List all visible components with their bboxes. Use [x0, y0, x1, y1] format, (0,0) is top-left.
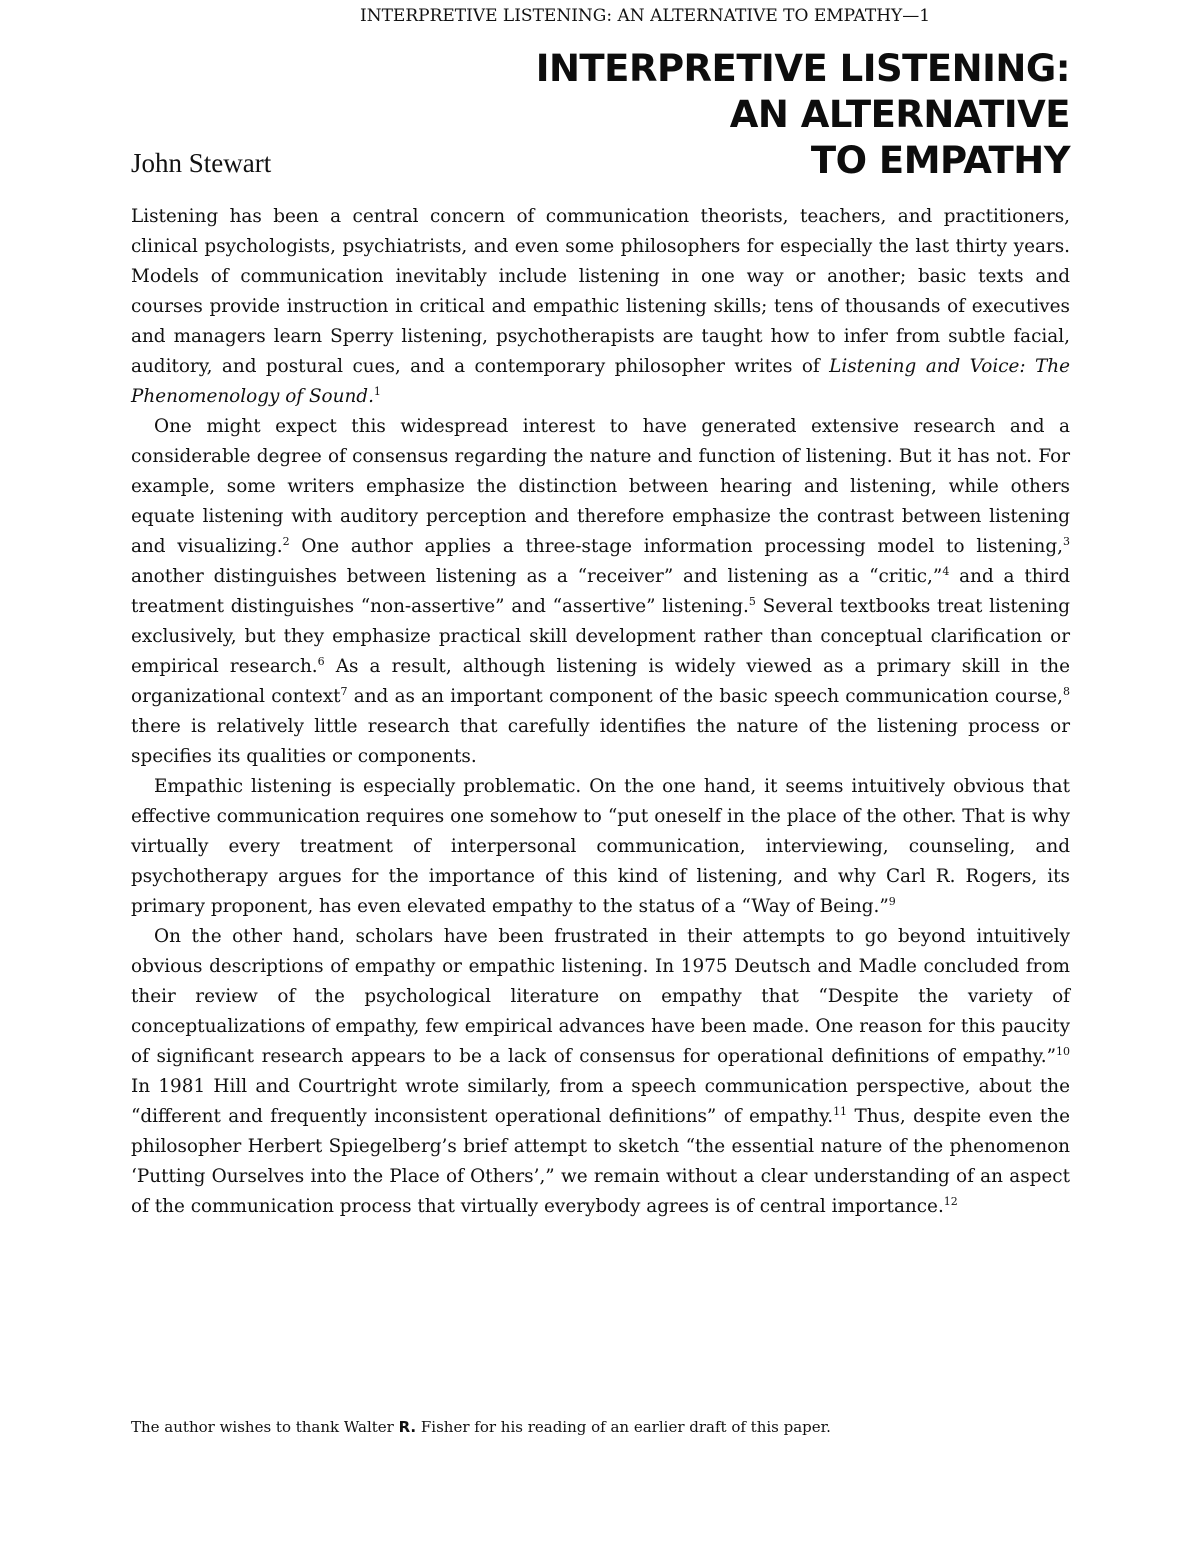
paragraph-2-text-3: another distinguishes between listening as a “receiver” and listening as a “critic,”: [131, 566, 943, 587]
footnote-ref-5: 5: [748, 595, 756, 608]
article-title: [536, 46, 1070, 184]
footnote-ref-1: 1: [373, 385, 381, 398]
paragraph-2-text-4: and a third treatment distinguishes “non-assertive” and “assertive” listening.: [131, 566, 1071, 617]
paragraph-4-text-3: Thus, despite even the philosopher Herbert Spiegelberg’s brief attempt to sketch “the essential nature of the phenomenon ‘Putting Ourselves into the Place of Others’,” we remain without a clear understanding of an aspect of the communication process that virtually everybody agrees is of central importance.: [131, 1106, 1070, 1217]
footnote-ref-2: 2: [282, 535, 290, 548]
paragraph-1-text: Listening has been a central concern of communication theorists, teachers, and practitioners, clinical psychologists, psychiatrists, and even some philosophers for especially the last thirty years. Models of communication inevitably include listening in one way or another; basic texts and courses provide instruction in critical and empathic listening skills; tens of thousands of executives and managers learn Sperry listening, psychotherapists are taught how to infer from subtle facial, auditory, and postural cues, and a contemporary philosopher writes of: [131, 206, 1070, 377]
author-name: John Stewart: [131, 148, 272, 178]
paragraph-2-text-8: there is relatively little research that carefully identifies the nature of the listening process or specifies its qualities or components.: [131, 716, 1070, 767]
footnote-ref-7: 7: [340, 685, 348, 698]
paragraph-2-text-7: and as an important component of the basic speech communication course,: [347, 686, 1063, 707]
paragraph-3-text: Empathic listening is especially problematic. On the one hand, it seems intuitively obvious that effective communication requires one somehow to “put oneself in the place of the other. That is why virtually every treatment of interpersonal communication, interviewing, counseling, and psychotherapy argues for the importance of this kind of listening, and why Carl R. Rogers, its primary proponent, has even elevated empathy to the status of a “Way of Being.”: [131, 776, 1070, 917]
paragraph-3: [131, 772, 1070, 922]
paragraph-2: [131, 412, 1070, 772]
article-body: [131, 202, 1070, 1222]
footnote-ref-4: 4: [942, 565, 950, 578]
acknowledgement-text-before: The author wishes to thank Walter: [131, 1418, 399, 1436]
title-line-1: INTERPRETIVE LISTENING:: [535, 47, 1070, 90]
paragraph-4-text-2: In 1981 Hill and Courtright wrote similarly, from a speech communication perspective, about the “different and frequently inconsistent operational definitions” of empathy.: [131, 1076, 1070, 1127]
paragraph-2-text-6: As a result, although listening is widely viewed as a primary skill in the organizational context: [131, 656, 1070, 707]
footnote-ref-12: 12: [943, 1195, 958, 1208]
paragraph-1: [131, 202, 1070, 412]
paragraph-2-text-2: One author applies a three-stage information processing model to listening,: [289, 536, 1063, 557]
paragraph-2-text-5: Several textbooks treat listening exclusively, but they emphasize practical skill development rather than conceptual clarification or empirical research.: [131, 596, 1070, 677]
footnote-ref-6: 6: [317, 655, 325, 668]
footnote-ref-8: 8: [1063, 685, 1070, 698]
footnote-ref-11: 11: [833, 1105, 848, 1118]
running-header: INTERPRETIVE LISTENING: AN ALTERNATIVE TO EMPATHY—1: [360, 6, 931, 26]
book-title: Listening and Voice: The Phenomenology of Sound.: [131, 356, 1071, 407]
paragraph-4: [131, 922, 1070, 1222]
footnote-ref-9: 9: [888, 895, 896, 908]
paragraph-2-text-1: One might expect this widespread interest to have generated extensive research and a considerable degree of consensus regarding the nature and function of listening. But it has not. For example, some writers emphasize the distinction between hearing and listening, while others equate listening with auditory perception and therefore emphasize the contrast between listening and visualizing.: [131, 416, 1070, 557]
acknowledgement-text-after: Fisher for his reading of an earlier draft of this paper.: [416, 1418, 831, 1436]
footnote-ref-3: 3: [1063, 535, 1070, 548]
footnote-ref-10: 10: [1056, 1045, 1070, 1058]
paragraph-4-text-1: On the other hand, scholars have been frustrated in their attempts to go beyond intuitively obvious descriptions of empathy or empathic listening. In 1975 Deutsch and Madle concluded from their review of the psychological literature on empathy that “Despite the variety of conceptualizations of empathy, few empirical advances have been made. One reason for this paucity of significant research appears to be a lack of consensus for operational definitions of empathy.”: [131, 926, 1070, 1067]
title-line-2: AN ALTERNATIVE: [729, 93, 1070, 136]
acknowledgement-initial: R.: [398, 1418, 417, 1436]
acknowledgement-footnote: [131, 1418, 1070, 1436]
title-line-3: TO EMPATHY: [810, 139, 1070, 182]
